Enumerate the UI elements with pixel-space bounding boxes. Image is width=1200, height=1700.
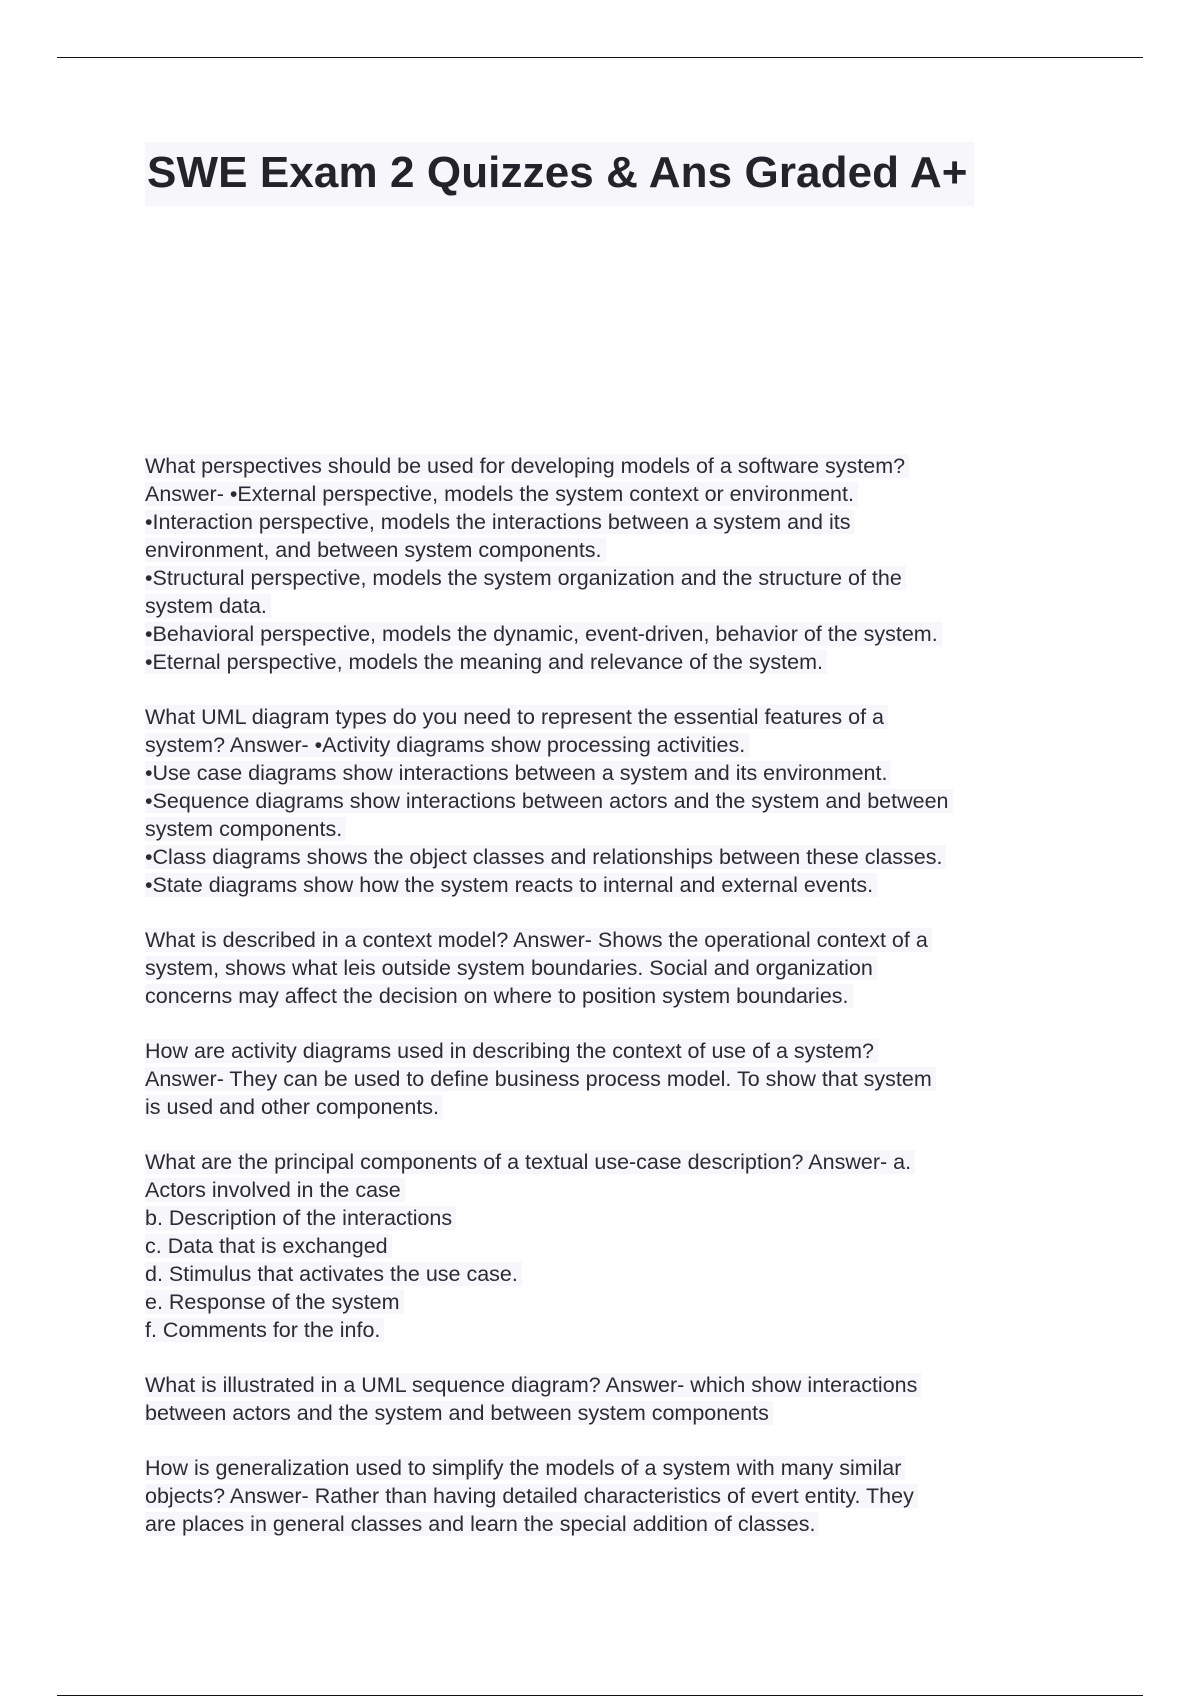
document-title: SWE Exam 2 Quizzes & Ans Graded A+ — [145, 142, 974, 206]
qa-text-line: What perspectives should be used for developing models of a software system? — [145, 454, 909, 478]
qa-text-line: •Interaction perspective, models the interactions between a system and its — [145, 510, 854, 534]
qa-text-line: d. Stimulus that activates the use case. — [145, 1262, 522, 1286]
qa-item-5 — [145, 1148, 1075, 1344]
qa-text-line: is used and other components. — [145, 1095, 443, 1119]
qa-text-line: What UML diagram types do you need to represent the essential features of a — [145, 705, 888, 729]
qa-text-line: •Sequence diagrams show interactions between actors and the system and between — [145, 789, 953, 813]
qa-text-line: Answer- They can be used to define business process model. To show that system — [145, 1067, 936, 1091]
top-divider — [57, 57, 1143, 58]
qa-text-line: •Behavioral perspective, models the dynamic, event-driven, behavior of the system. — [145, 622, 942, 646]
qa-text-line: Answer- •External perspective, models the system context or environment. — [145, 482, 858, 506]
qa-text-line: How is generalization used to simplify the models of a system with many similar — [145, 1456, 905, 1480]
qa-text-line: b. Description of the interactions — [145, 1206, 456, 1230]
qa-text-line: system components. — [145, 817, 346, 841]
qa-text-line: •Structural perspective, models the system organization and the structure of the — [145, 566, 906, 590]
qa-text-line: f. Comments for the info. — [145, 1318, 384, 1342]
qa-text-line: How are activity diagrams used in describing the context of use of a system? — [145, 1039, 878, 1063]
qa-item-3 — [145, 926, 1075, 1010]
qa-item-6 — [145, 1371, 1075, 1427]
qa-text-line: •State diagrams show how the system reacts to internal and external events. — [145, 873, 877, 897]
qa-text-line: Actors involved in the case — [145, 1178, 405, 1202]
qa-text-line: c. Data that is exchanged — [145, 1234, 392, 1258]
qa-text-line: are places in general classes and learn the special addition of classes. — [145, 1512, 819, 1536]
qa-text-line: •Use case diagrams show interactions between a system and its environment. — [145, 761, 891, 785]
qa-text-line: e. Response of the system — [145, 1290, 404, 1314]
qa-item-2 — [145, 703, 1075, 899]
qa-text-line: concerns may affect the decision on where to position system boundaries. — [145, 984, 853, 1008]
qa-text-line: system, shows what leis outside system boundaries. Social and organization — [145, 956, 877, 980]
bottom-divider — [57, 1695, 1143, 1696]
qa-item-1 — [145, 452, 1075, 676]
qa-text-line: What is illustrated in a UML sequence diagram? Answer- which show interactions — [145, 1373, 921, 1397]
qa-text-line: between actors and the system and between system components — [145, 1401, 773, 1425]
qa-item-7 — [145, 1454, 1075, 1538]
qa-text-line: What are the principal components of a textual use-case description? Answer- a. — [145, 1150, 915, 1174]
qa-text-line: system data. — [145, 594, 271, 618]
qa-text-line: What is described in a context model? Answer- Shows the operational context of a — [145, 928, 932, 952]
qa-text-line: objects? Answer- Rather than having detailed characteristics of evert entity. They — [145, 1484, 918, 1508]
qa-item-4 — [145, 1037, 1075, 1121]
qa-text-line: system? Answer- •Activity diagrams show processing activities. — [145, 733, 749, 757]
qa-list — [145, 452, 1075, 1565]
qa-text-line: environment, and between system components. — [145, 538, 606, 562]
qa-text-line: •Eternal perspective, models the meaning and relevance of the system. — [145, 650, 827, 674]
qa-text-line: •Class diagrams shows the object classes and relationships between these classes. — [145, 845, 946, 869]
